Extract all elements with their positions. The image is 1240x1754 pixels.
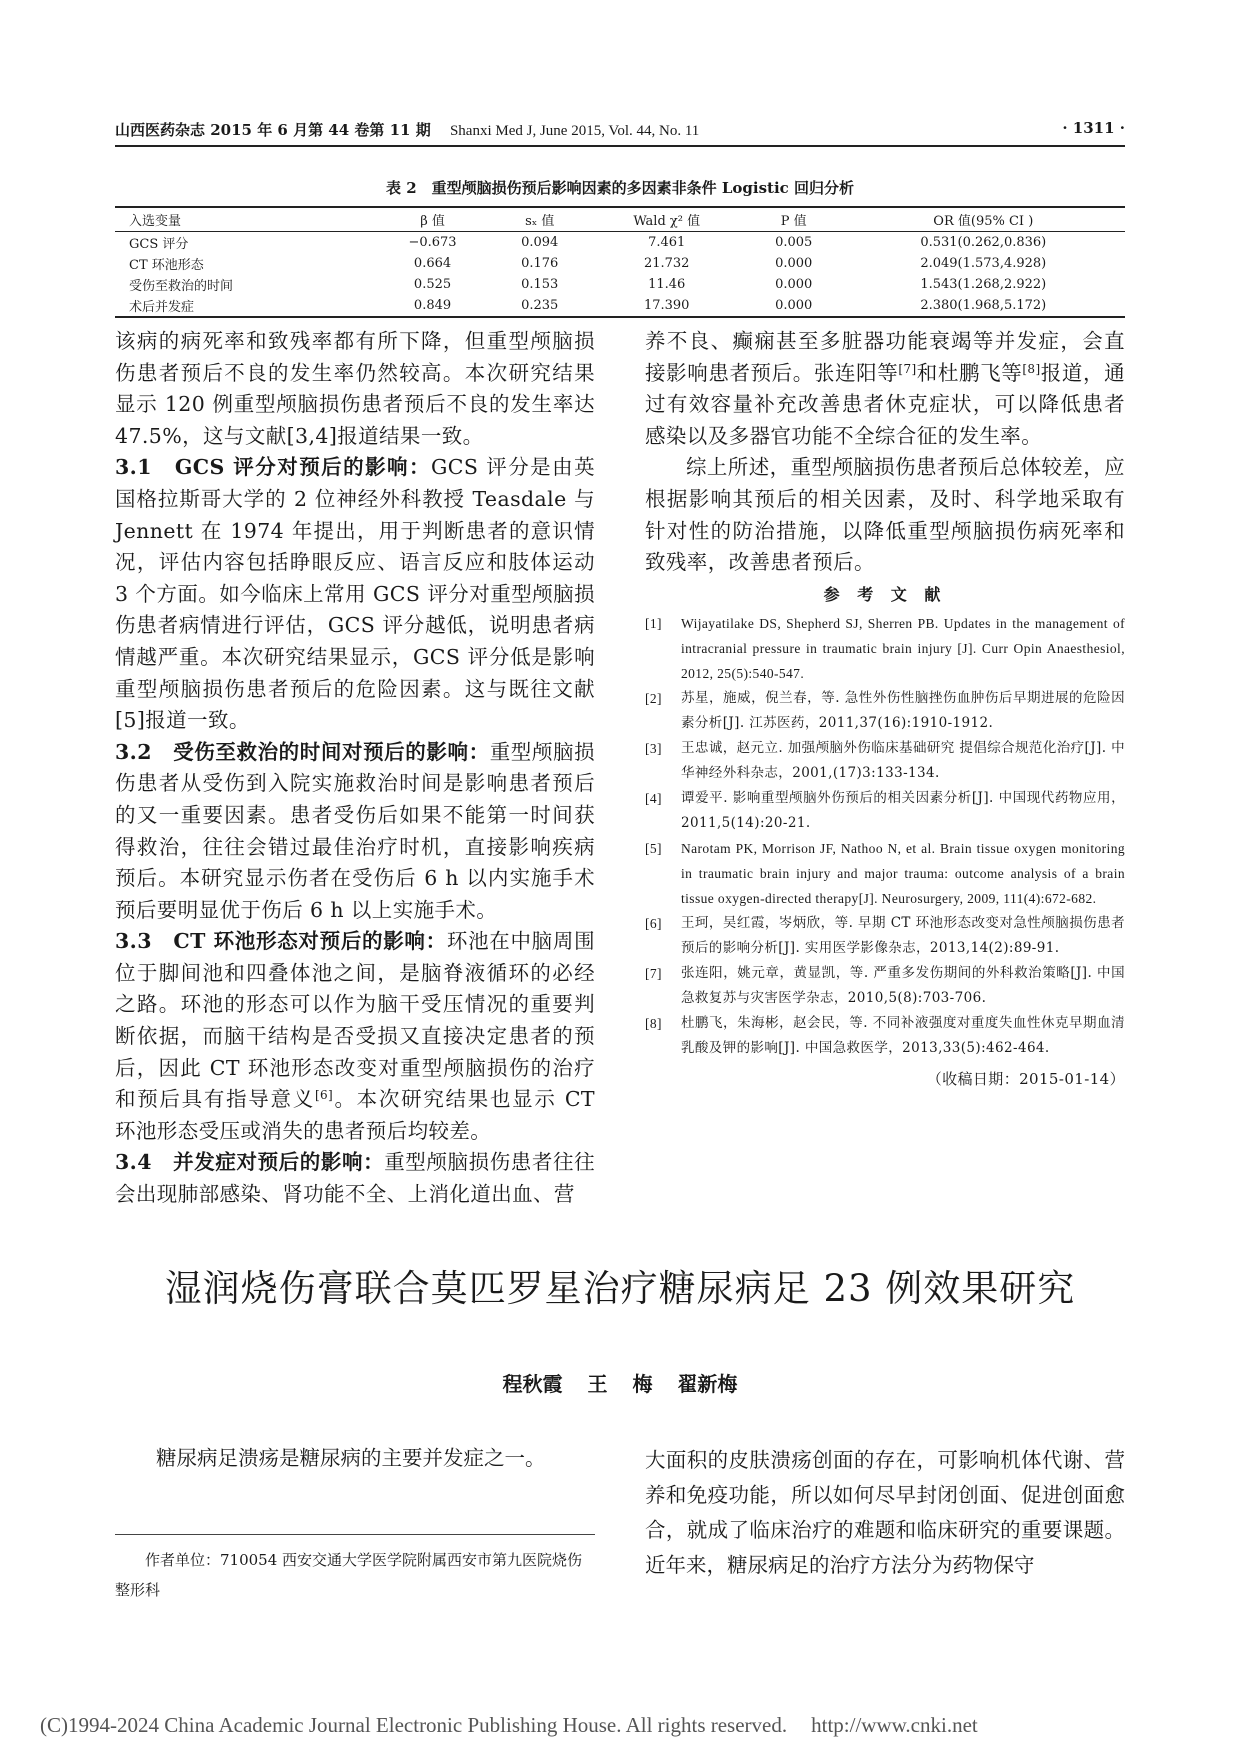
section-body: 环池在中脑周围位于脚间池和四叠体池之间，是脑脊液循环的必经之路。环池的形态可以作为脑干受压情况的重要判断依据，而脑干结构是否受损又直接决定患者的预后，因此 CT 环池形态改变对重型颅脑损伤的治疗和预后具有指导意义 (115, 929, 595, 1112)
table-cell: 0.664 (413, 256, 452, 271)
section-3-3 (115, 926, 595, 1147)
section-3-4 (115, 1147, 595, 1210)
paragraph: 该病的病死率和致残率都有所下降，但重型颅脑损伤患者预后不良的发生率仍然较高。本次研究结果显示 120 例重型颅脑损伤患者预后不良的发生率达 47.5%，这与文献[3,4]报道结果一致。 (115, 329, 595, 448)
article-intro-right: 大面积的皮肤溃疡创面的存在，可影响机体代谢、营养和免疫功能，所以如何尽早封闭创面、促进创面愈合，就成了临床治疗的难题和临床研究的重要课题。近年来，糖尿病足的治疗方法分为药物保守 (645, 1448, 1125, 1577)
citation-superscript: [6] (314, 1088, 334, 1103)
reference-item (645, 786, 1125, 836)
table-cell: 0.235 (521, 298, 559, 313)
table-cell: 0.000 (775, 277, 813, 292)
table-cell: 7.461 (648, 235, 686, 250)
table-cell: 受伤至救治的时间 (129, 279, 234, 294)
section-3-2 (115, 737, 595, 927)
table-cell: 21.732 (643, 256, 690, 271)
table-header-cell: sₓ 值 (492, 207, 588, 232)
table-header-cell: OR 值(95% CI ) (842, 207, 1125, 232)
table-cell: 0.531(0.262,0.836) (920, 235, 1047, 250)
table-cell: 11.46 (648, 277, 686, 292)
citation-superscript: [8] (1022, 361, 1041, 376)
reference-text: Narotam PK, Morrison JF, Nathoo N, et al. Brain tissue oxygen monitoring in traumatic brain injury and major trauma: outcome analysis of a brain tissue oxygen-directed therapy[J]. Neurosurgery, 2009, 111(4):672-682. (681, 840, 1125, 906)
journal-info (115, 119, 699, 140)
table-header-cell: Wald χ² 值 (588, 207, 746, 232)
section-body: 重型颅脑损伤患者往往会出现肺部感染、肾功能不全、上消化道出血、营 (115, 1150, 596, 1207)
reference-list (645, 611, 1125, 1061)
reference-item (645, 686, 1125, 736)
table-cell: 0.153 (521, 277, 559, 292)
cnki-link[interactable]: http://www.cnki.net (811, 1713, 978, 1737)
table-row (115, 253, 1125, 274)
regression-table (115, 206, 1125, 318)
section-heading: 3.2 受伤至救治的时间对预后的影响： (115, 739, 490, 764)
table-header-cell: P 值 (746, 207, 842, 232)
reference-text: 张连阳，姚元章，黄显凯，等. 严重多发伤期间的外科救治策略[J]. 中国急救复苏与灾害医学杂志，2010,5(8):703-706. (681, 964, 1125, 1006)
section-body-tail: 。本次研究结果也显示 CT 环池形态受压或消失的患者预后均较差。 (115, 1087, 595, 1143)
right-column (645, 326, 1125, 1091)
conclusion-paragraph: 综上所述，重型颅脑损伤患者预后总体较差，应根据影响其预后的相关因素，及时、科学地采取有针对性的防治措施，以降低重型颅脑损伤病死率和致残率，改善患者预后。 (645, 455, 1125, 575)
reference-number: [7] (645, 965, 662, 981)
reference-number: [6] (645, 915, 662, 931)
table-cell: 0.176 (521, 256, 559, 271)
reference-number: [4] (645, 790, 662, 806)
reference-item (645, 1011, 1125, 1061)
section-3-1 (115, 452, 595, 736)
section-body: 重型颅脑损伤患者从受伤到入院实施救治时间是影响患者预后的又一重要因素。患者受伤后如果不能第一时间获得救治，往往会错过最佳治疗时机，直接影响疾病预后。本研究显示伤者在受伤后 6 h 以内实施手术预后要明显优于伤后 6 h 以上实施手术。 (115, 739, 596, 922)
reference-item (645, 611, 1125, 686)
table-header-row (115, 207, 1125, 232)
section-heading: 3.4 并发症对预后的影响： (115, 1150, 385, 1175)
reference-item (645, 911, 1125, 961)
reference-text: 苏星，施威，倪兰春，等. 急性外伤性脑挫伤血肿伤后早期进展的危险因素分析[J]. 江苏医药，2011,37(16):1910-1912. (681, 689, 1125, 731)
article-authors: 程秋霞 王 梅 翟新梅 (502, 1372, 738, 1396)
table-cell: 0.094 (521, 235, 559, 250)
article-title: 湿润烧伤膏联合莫匹罗星治疗糖尿病足 23 例效果研究 (164, 1267, 1076, 1310)
reference-item (645, 736, 1125, 786)
copyright-footer (40, 1713, 1200, 1738)
reference-number: [2] (645, 690, 662, 706)
left-column (115, 326, 595, 1211)
received-date: （收稿日期：2015-01-14） (926, 1069, 1125, 1088)
table-header-cell: 入选变量 (115, 207, 373, 232)
running-header (115, 119, 1125, 147)
paragraph (645, 326, 1125, 452)
table-row (115, 295, 1125, 317)
table-caption: 表 2 重型颅脑损伤预后影响因素的多因素非条件 Logistic 回归分析 (385, 179, 855, 197)
reference-number: [3] (645, 740, 662, 756)
table-cell: 0.849 (413, 298, 452, 313)
table-cell: 0.525 (413, 277, 452, 292)
paragraph-text: 报道，通过有效容量补充改善患者休克症状，可以降低患者感染以及多器官功能不全综合征的发生率。 (645, 360, 1125, 448)
reference-number: [1] (645, 615, 662, 631)
table-header-cell: β 值 (373, 207, 492, 232)
journal-name-en: Shanxi Med J, June 2015, Vol. 44, No. 11 (449, 123, 700, 139)
table-cell: 1.543(1.268,2.922) (920, 277, 1047, 292)
reference-number: [5] (645, 840, 662, 856)
table-cell: 0.000 (775, 256, 813, 271)
table-cell: 2.049(1.573,4.928) (920, 256, 1047, 271)
references-title: 参 考 文 献 (823, 584, 947, 604)
table-row (115, 232, 1125, 254)
author-affiliation: 作者单位：710054 西安交通大学医学院附属西安市第九医院烧伤整形科 (115, 1534, 595, 1605)
table-cell: 2.380(1.968,5.172) (920, 298, 1047, 313)
reference-text: Wijayatilake DS, Shepherd SJ, Sherren PB. Updates in the management of intracranial pressure in traumatic brain injury [J]. Curr Opin Anaesthesiol, 2012, 25(5):540-547. (681, 615, 1125, 681)
table-cell: −0.673 (408, 235, 457, 250)
table-cell: 0.000 (775, 298, 813, 313)
article-intro-left: 糖尿病足溃疡是糖尿病的主要并发症之一。 (156, 1446, 546, 1470)
section-body: GCS 评分是由英国格拉斯哥大学的 2 位神经外科教授 Teasdale 与 Jennett 在 1974 年提出，用于判断患者的意识情况，评估内容包括睁眼反应、语言反应和肢体运动 3 个方面。如今临床上常用 GCS 评分对重型颅脑损伤患者病情进行评估，GCS 评分越低，说明患者病情越严重。本次研究结果显示，GCS 评分低是影响重型颅脑损伤患者预后的危险因素。这与既往文献[5]报道一致。 (115, 455, 595, 733)
table-cell: 0.005 (775, 235, 813, 250)
reference-item (645, 836, 1125, 911)
reference-number: [8] (645, 1015, 662, 1031)
journal-name-cn: 山西医药杂志 2015 年 6 月第 44 卷第 11 期 (115, 121, 431, 139)
table-cell: 17.390 (643, 298, 690, 313)
table-row (115, 274, 1125, 295)
reference-text: 杜鹏飞，朱海彬，赵会民，等. 不同补液强度对重度失血性休克早期血清乳酸及钾的影响[J]. 中国急救医学，2013,33(5):462-464. (681, 1014, 1125, 1056)
citation-superscript: [7] (898, 361, 917, 376)
paragraph-text: 和杜鹏飞等 (916, 360, 1023, 385)
table-cell: CT 环池形态 (129, 258, 204, 273)
reference-text: 谭爱平. 影响重型颅脑外伤预后的相关因素分析[J]. 中国现代药物应用，2011,5(14):20-21. (681, 789, 1125, 831)
table-cell: 术后并发症 (129, 300, 195, 315)
copyright-text: (C)1994-2024 China Academic Journal Electronic Publishing House. All rights reserved. (40, 1713, 788, 1737)
section-heading: 3.3 CT 环池形态对预后的影响： (115, 929, 447, 954)
section-heading: 3.1 GCS 评分对预后的影响： (115, 455, 431, 480)
table-cell: GCS 评分 (129, 237, 189, 252)
page-number: · 1311 · (1062, 119, 1125, 137)
reference-text: 王忠诚，赵元立. 加强颅脑外伤临床基础研究 提倡综合规范化治疗[J]. 中华神经外科杂志，2001,(17)3:133-134. (681, 739, 1125, 781)
reference-text: 王珂，吴红霞，岑炳欣，等. 早期 CT 环池形态改变对急性颅脑损伤患者预后的影响分析[J]. 实用医学影像杂志，2013,14(2):89-91. (681, 914, 1125, 956)
paragraph-text: 养不良、癫痫甚至多脏器功能衰竭等并发症，会直接影响患者预后。张连阳等 (645, 329, 1125, 385)
reference-item (645, 961, 1125, 1011)
